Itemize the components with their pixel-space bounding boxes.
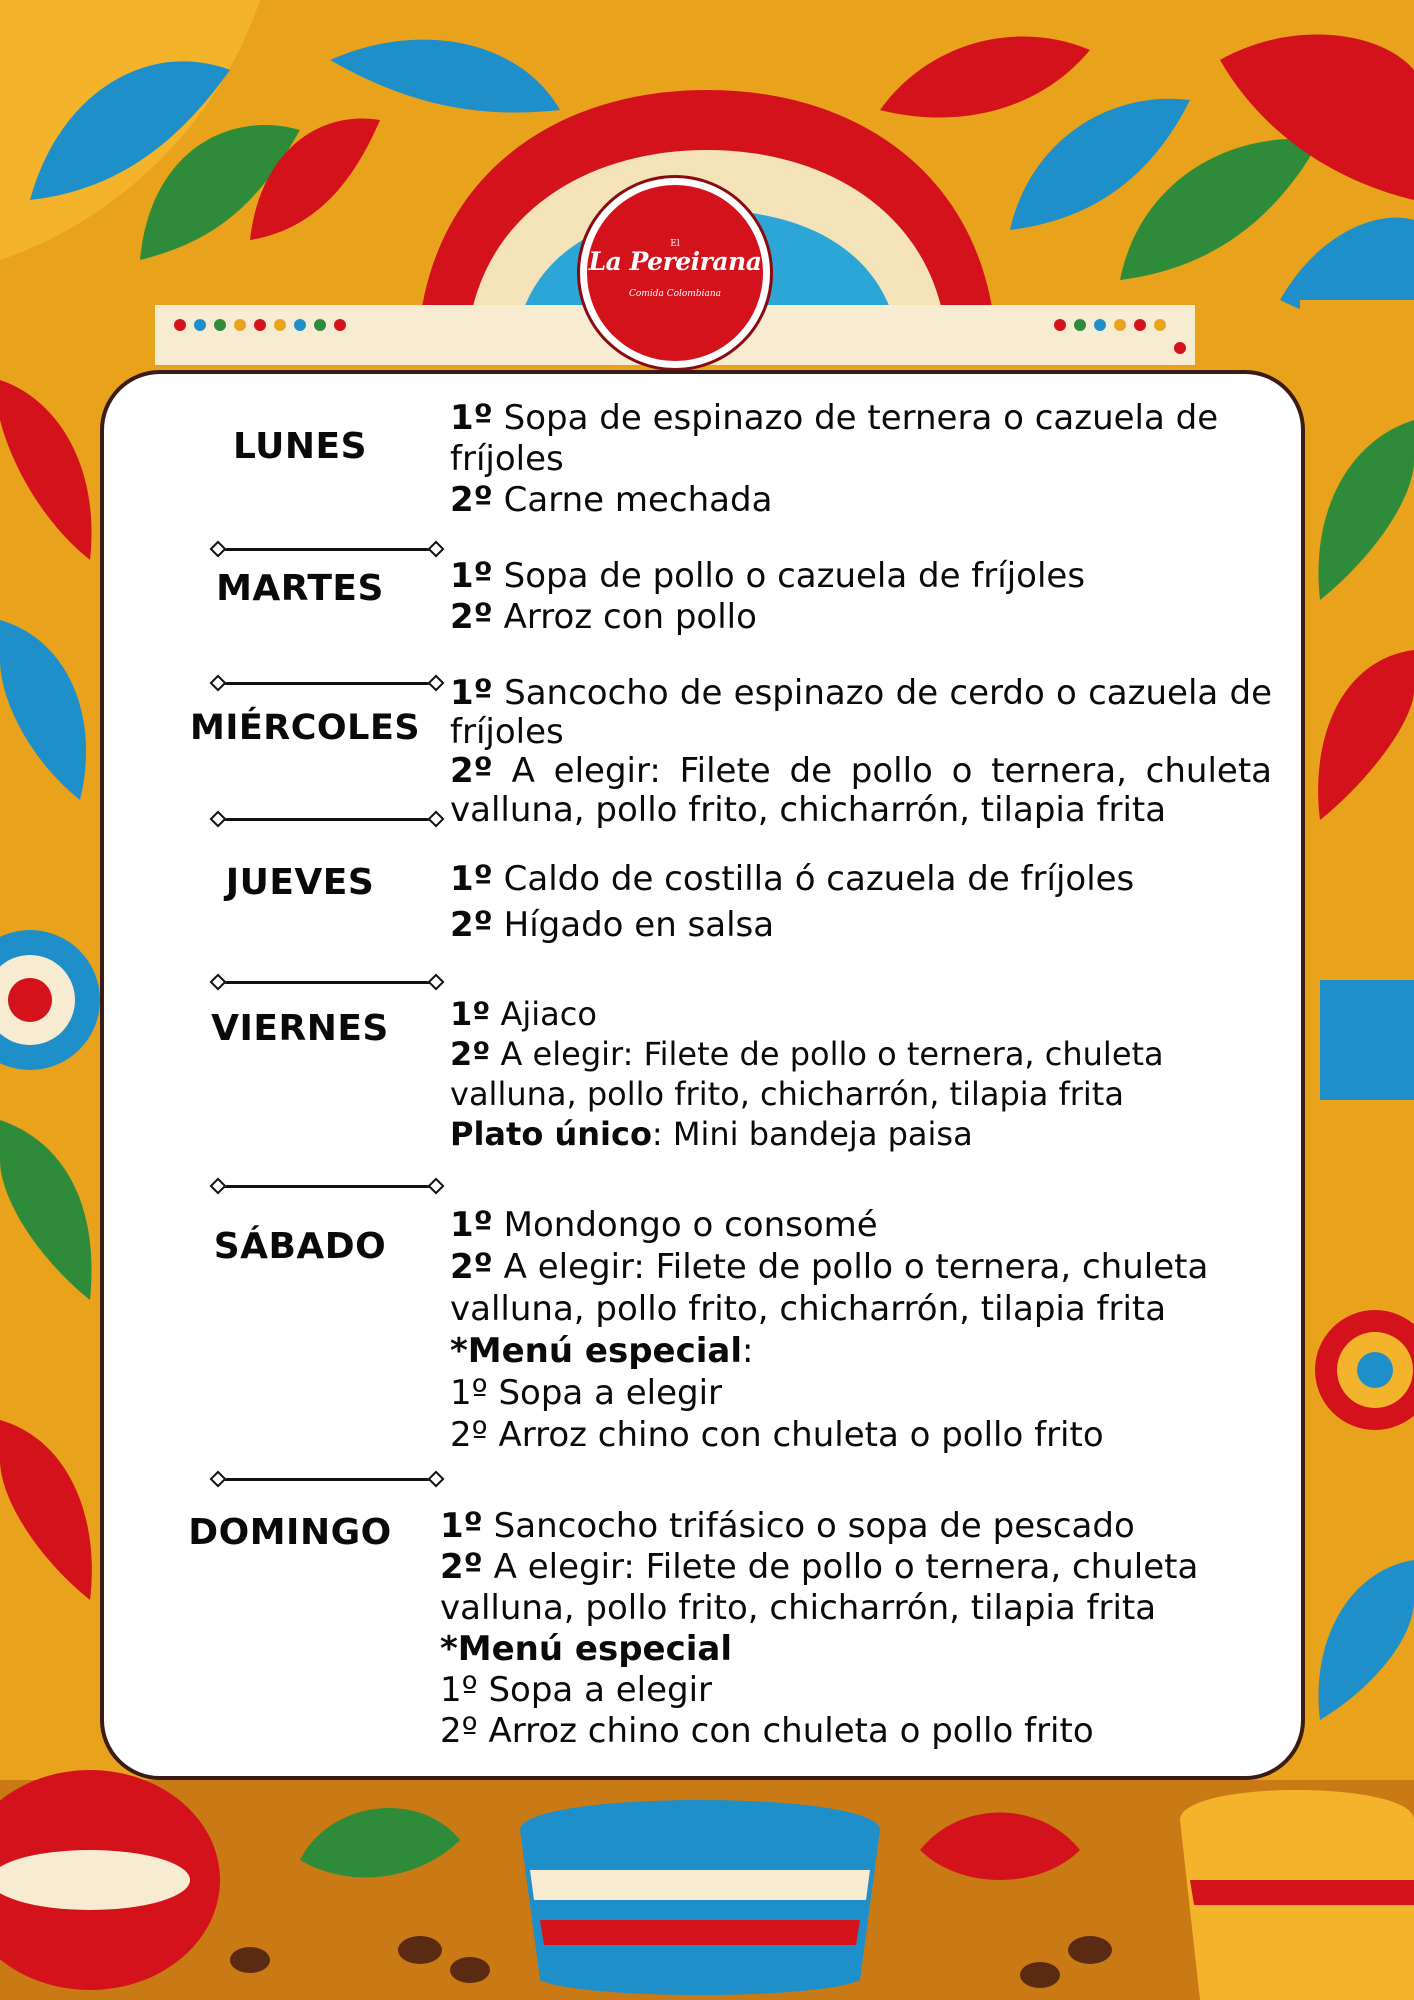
single-dish-label: Plato único <box>450 1115 652 1153</box>
logo-tagline: Comida Colombiana <box>628 289 721 299</box>
second-course: Hígado en salsa <box>503 905 775 945</box>
second-course-marker: 2º <box>440 1547 483 1587</box>
first-course: Sancocho trifásico o sopa de pescado <box>493 1506 1135 1546</box>
second-course: Carne mechada <box>503 480 773 520</box>
second-course-marker: 2º <box>450 597 493 637</box>
first-course-marker: 1º <box>450 1205 493 1245</box>
special-second-course: 2º Arroz chino con chuleta o pollo frito <box>440 1711 1094 1751</box>
day-divider <box>218 682 436 685</box>
logo-article: El <box>670 239 680 249</box>
special-menu-label: *Menú especial <box>440 1629 733 1669</box>
second-course-marker: 2º <box>450 1247 493 1287</box>
special-menu-colon: : <box>742 1331 754 1371</box>
special-menu-label: *Menú especial <box>450 1331 743 1371</box>
second-course: A elegir: Filete de pollo o ternera, chuleta valluna, pollo frito, chicharrón, tilapia frita <box>450 751 1272 830</box>
day-label-jueves: JUEVES <box>225 862 375 903</box>
menu-jueves <box>450 856 1272 948</box>
special-second-course: 2º Arroz chino con chuleta o pollo frito <box>450 1415 1104 1455</box>
single-dish: Mini bandeja paisa <box>672 1115 973 1153</box>
menu-martes <box>450 556 1272 638</box>
restaurant-logo <box>580 178 770 368</box>
day-label-domingo: DOMINGO <box>188 1512 392 1553</box>
logo-name: La Pereirana <box>588 247 762 276</box>
menu-lunes <box>450 398 1272 521</box>
special-first-course: 1º Sopa a elegir <box>450 1373 722 1413</box>
day-divider <box>218 818 436 821</box>
first-course: Mondongo o consomé <box>503 1205 878 1245</box>
first-course-marker: 1º <box>450 673 493 713</box>
first-course: Sancocho de espinazo de cerdo o cazuela de fríjoles <box>450 673 1273 752</box>
second-course-marker: 2º <box>450 905 493 945</box>
first-course-marker: 1º <box>450 398 493 438</box>
single-dish-colon: : <box>651 1115 663 1153</box>
second-course: Arroz con pollo <box>503 597 757 637</box>
first-course: Caldo de costilla ó cazuela de fríjoles <box>503 859 1135 899</box>
first-course-marker: 1º <box>450 995 491 1033</box>
day-divider <box>218 981 436 984</box>
first-course: Sopa de espinazo de ternera o cazuela de fríjoles <box>450 398 1219 479</box>
second-course: A elegir: Filete de pollo o ternera, chuleta valluna, pollo frito, chicharrón, tilapia frita <box>440 1547 1199 1628</box>
menu-miercoles <box>450 674 1272 830</box>
special-first-course: 1º Sopa a elegir <box>440 1670 712 1710</box>
second-course-marker: 2º <box>450 480 493 520</box>
first-course-marker: 1º <box>440 1506 483 1546</box>
day-label-viernes: VIERNES <box>211 1008 389 1049</box>
first-course-marker: 1º <box>450 859 493 899</box>
day-label-lunes: LUNES <box>232 426 368 467</box>
first-course: Sopa de pollo o cazuela de fríjoles <box>503 556 1086 596</box>
second-course-marker: 2º <box>450 751 493 791</box>
menu-sabado <box>450 1204 1272 1456</box>
menu-viernes <box>450 994 1272 1154</box>
day-divider <box>218 1185 436 1188</box>
day-label-miercoles: MIÉRCOLES <box>190 708 421 748</box>
second-course: A elegir: Filete de pollo o ternera, chuleta valluna, pollo frito, chicharrón, tilapia frita <box>450 1035 1164 1113</box>
day-divider <box>218 1478 436 1481</box>
day-label-sabado: SÁBADO <box>213 1226 387 1267</box>
day-divider <box>218 548 436 551</box>
first-course: Ajiaco <box>500 995 597 1033</box>
first-course-marker: 1º <box>450 556 493 596</box>
menu-domingo <box>440 1506 1262 1752</box>
second-course-marker: 2º <box>450 1035 491 1073</box>
second-course: A elegir: Filete de pollo o ternera, chuleta valluna, pollo frito, chicharrón, tilapia frita <box>450 1247 1209 1329</box>
day-label-martes: MARTES <box>216 568 384 609</box>
